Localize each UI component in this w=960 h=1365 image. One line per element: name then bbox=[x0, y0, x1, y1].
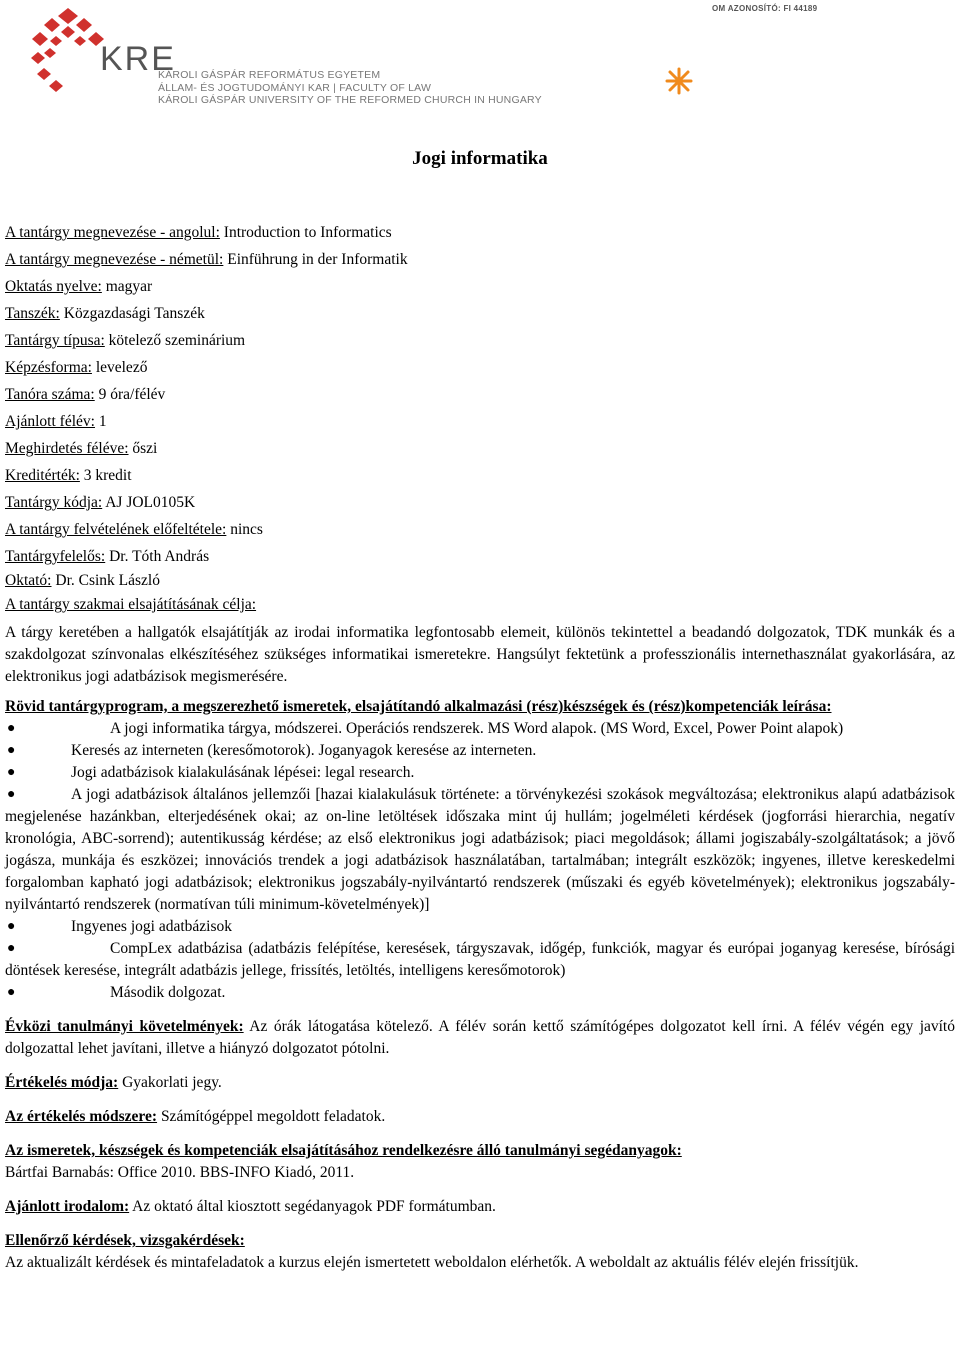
field-label: Tantárgyfelelős: bbox=[5, 548, 106, 565]
field-label: Oktatás nyelve: bbox=[5, 278, 102, 295]
field-value: nincs bbox=[226, 521, 263, 538]
field-label: Kreditérték: bbox=[5, 467, 80, 484]
field-line bbox=[5, 543, 955, 570]
field-value: Einführung in der Informatik bbox=[223, 251, 408, 268]
field-value: Közgazdasági Tanszék bbox=[59, 305, 205, 322]
program-bullet bbox=[5, 982, 955, 1004]
page-title: Jogi informatika bbox=[412, 148, 548, 169]
goal-heading bbox=[5, 592, 955, 622]
field-value: 3 kredit bbox=[79, 467, 132, 484]
field-label: Ajánlott félév: bbox=[5, 413, 95, 430]
field-line bbox=[5, 246, 955, 273]
field-line bbox=[5, 516, 955, 543]
bullet-dot-icon: ● bbox=[7, 721, 16, 736]
field-line bbox=[5, 300, 955, 327]
field-label: Tanóra száma: bbox=[5, 386, 95, 403]
university-line: KÁROLI GÁSPÁR UNIVERSITY OF THE REFORMED CHURCH IN HUNGARY bbox=[158, 94, 542, 106]
field-label: A tantárgy megnevezése - angolul: bbox=[5, 224, 220, 241]
field-line bbox=[5, 273, 955, 300]
bullet-text: Jogi adatbázisok kialakulásának lépései: legal research. bbox=[71, 764, 415, 781]
field-value: magyar bbox=[101, 278, 153, 295]
bullet-dot-icon: ● bbox=[7, 787, 16, 802]
goal-paragraph: A tárgy keretében a hallgatók elsajátítják az irodai informatika legfontosabb elemeit, különös tekintettel a beadandó dolgozatok, TDK munkák és a szakdolgozat színvonalas elkészítéséhez szükséges informatikai ismeretekre. Hangsúlyt fektetünk a professzionális internethasználat gyakorlására, az elektronikus jogi adatbázisok megismerésére. bbox=[5, 624, 955, 685]
bullet-dot-icon: ● bbox=[7, 765, 16, 780]
field-value: őszi bbox=[128, 440, 158, 457]
field-line bbox=[5, 381, 955, 408]
field-line bbox=[5, 570, 955, 592]
requirements-section bbox=[5, 1016, 955, 1060]
requirements-label: Évközi tanulmányi követelmények: bbox=[5, 1018, 244, 1035]
syllabus-content bbox=[5, 219, 955, 1274]
bullet-dot-icon: ● bbox=[7, 919, 16, 934]
page-header bbox=[0, 0, 960, 115]
star-logo-icon bbox=[664, 66, 694, 96]
program-bullet bbox=[5, 938, 955, 982]
bullet-text: CompLex adatbázisa (adatbázis felépítése, keresések, tárgyszavak, időgép, funkciók, magyar és európai joganyag keresése, bírósági döntések keresése, integrált adatbázis jellege, frissítés, letöltés, intelligens keresőmotorok) bbox=[5, 940, 955, 979]
field-line bbox=[5, 408, 955, 435]
bullet-dot-icon: ● bbox=[7, 743, 16, 758]
field-line bbox=[5, 489, 955, 516]
program-bullet bbox=[5, 784, 955, 916]
materials-label: Az ismeretek, készségek és kompetenciák elsajátításához rendelkezésre álló tanulmányi segédanyagok: bbox=[5, 1142, 682, 1159]
bullet-dot-icon: ● bbox=[7, 985, 16, 1000]
field-value: Dr. Csink László bbox=[51, 572, 160, 589]
bullet-text: Ingyenes jogi adatbázisok bbox=[71, 918, 232, 935]
field-label: A tantárgy megnevezése - németül: bbox=[5, 251, 224, 268]
field-value: 1 bbox=[94, 413, 107, 430]
field-label: Tantárgy kódja: bbox=[5, 494, 103, 511]
field-label: Meghirdetés féléve: bbox=[5, 440, 129, 457]
university-line: ÁLLAM- ÉS JOGTUDOMÁNYI KAR | FACULTY OF LAW bbox=[158, 81, 432, 94]
bullet-text: A jogi informatika tárgya, módszerei. Operációs rendszerek. MS Word alapok. (MS Word, Excel, Power Point alapok) bbox=[110, 720, 844, 737]
literature-text: Az oktató által kiosztott segédanyagok PDF formátumban. bbox=[129, 1198, 496, 1215]
university-name-block bbox=[158, 69, 542, 107]
field-line bbox=[5, 219, 955, 246]
literature-label: Ajánlott irodalom: bbox=[5, 1198, 130, 1215]
field-value: kötelező szeminárium bbox=[104, 332, 246, 349]
bullet-text: A jogi adatbázisok általános jellemzői [hazai kialakulásuk története: a törvénykezési szokások megváltozása; elektronikus alapú adatbázisok megjelenése hazánkban, elterjedésének okai; az on-line letöltések időszaka mint új hullám; jogelméleti kérdések (jogforrási hierarchia, negatív kronológia, ABC-sorrend); autentikusság kérdése; az első elektronikus jogi adatbázisok; piaci megoldások; állami jogiszabály-szolgáltatások; a jövő jogásza, munkája és eszközei; innovációs trendek a jogi adatbázisok használatában, tartalmában; integrált eszközök; ingyenes, illetve kereskedelmi forgalomban kapható jogi adatbázisok; elektronikus jogszabály-nyilvántartó rendszerek (műszaki és egyéb követelmények); elektronikus jogszabály-nyilvántartó rendszerek (normatívan túli minimum-követelmények)] bbox=[5, 786, 955, 913]
evaluation-mode-section bbox=[5, 1072, 955, 1094]
evaluation-method-label: Az értékelés módszere: bbox=[5, 1108, 158, 1125]
field-line bbox=[5, 327, 955, 354]
kre-crest-logo bbox=[28, 4, 108, 99]
program-bullet bbox=[5, 740, 955, 762]
program-bullet bbox=[5, 916, 955, 938]
field-value: levelező bbox=[91, 359, 148, 376]
bullet-text: Keresés az interneten (keresőmotorok). Joganyagok keresése az interneten. bbox=[71, 742, 537, 759]
kre-logo-text: KRE bbox=[100, 40, 176, 78]
field-label: Képzésforma: bbox=[5, 359, 92, 376]
evaluation-mode-text: Gyakorlati jegy. bbox=[118, 1074, 222, 1091]
program-heading: Rövid tantárgyprogram, a megszerezhető ismeretek, elsajátítandó alkalmazási (rész)készségek és (rész)kompetenciák leírása: bbox=[5, 698, 832, 715]
requirements-text: Az órák látogatása kötelező. A félév során kettő számítógépes dolgozatot kell írni. A félév végén egy javító dolgozattal lehet javítani, illetve a hiányzó dolgozatot pótolni. bbox=[5, 1018, 955, 1057]
field-line bbox=[5, 462, 955, 489]
field-line bbox=[5, 354, 955, 381]
field-value: Introduction to Informatics bbox=[219, 224, 392, 241]
field-label: Tantárgy típusa: bbox=[5, 332, 105, 349]
bullet-dot-icon: ● bbox=[7, 941, 16, 956]
evaluation-method-text: Számítógéppel megoldott feladatok. bbox=[157, 1108, 386, 1125]
university-line: KÁROLI GÁSPÁR REFORMÁTUS EGYETEM bbox=[158, 69, 381, 81]
goal-label: A tantárgy szakmai elsajátításának célja: bbox=[5, 596, 257, 613]
field-value: 9 óra/félév bbox=[94, 386, 166, 403]
program-bullet bbox=[5, 718, 955, 740]
literature-section bbox=[5, 1196, 955, 1218]
bullet-text: Második dolgozat. bbox=[110, 984, 226, 1001]
questions-text: Az aktualizált kérdések és mintafeladatok a kurzus elején ismertetett weboldalon elérhetők. A weboldalt az aktuális félév elején frissítjük. bbox=[5, 1254, 859, 1271]
program-bullet bbox=[5, 762, 955, 784]
om-id-text: OM AZONOSÍTÓ: FI 44189 bbox=[712, 4, 818, 13]
questions-label: Ellenőrző kérdések, vizsgakérdések: bbox=[5, 1232, 245, 1249]
field-label: A tantárgy felvételének előfeltétele: bbox=[5, 521, 227, 538]
field-value: AJ JOL0105K bbox=[102, 494, 196, 511]
field-label: Oktató: bbox=[5, 572, 52, 589]
field-value: Dr. Tóth András bbox=[105, 548, 210, 565]
field-label: Tanszék: bbox=[5, 305, 60, 322]
evaluation-method-section bbox=[5, 1106, 955, 1128]
field-line bbox=[5, 435, 955, 462]
materials-text: Bártfai Barnabás: Office 2010. BBS-INFO Kiadó, 2011. bbox=[5, 1164, 355, 1181]
evaluation-mode-label: Értékelés módja: bbox=[5, 1074, 119, 1091]
